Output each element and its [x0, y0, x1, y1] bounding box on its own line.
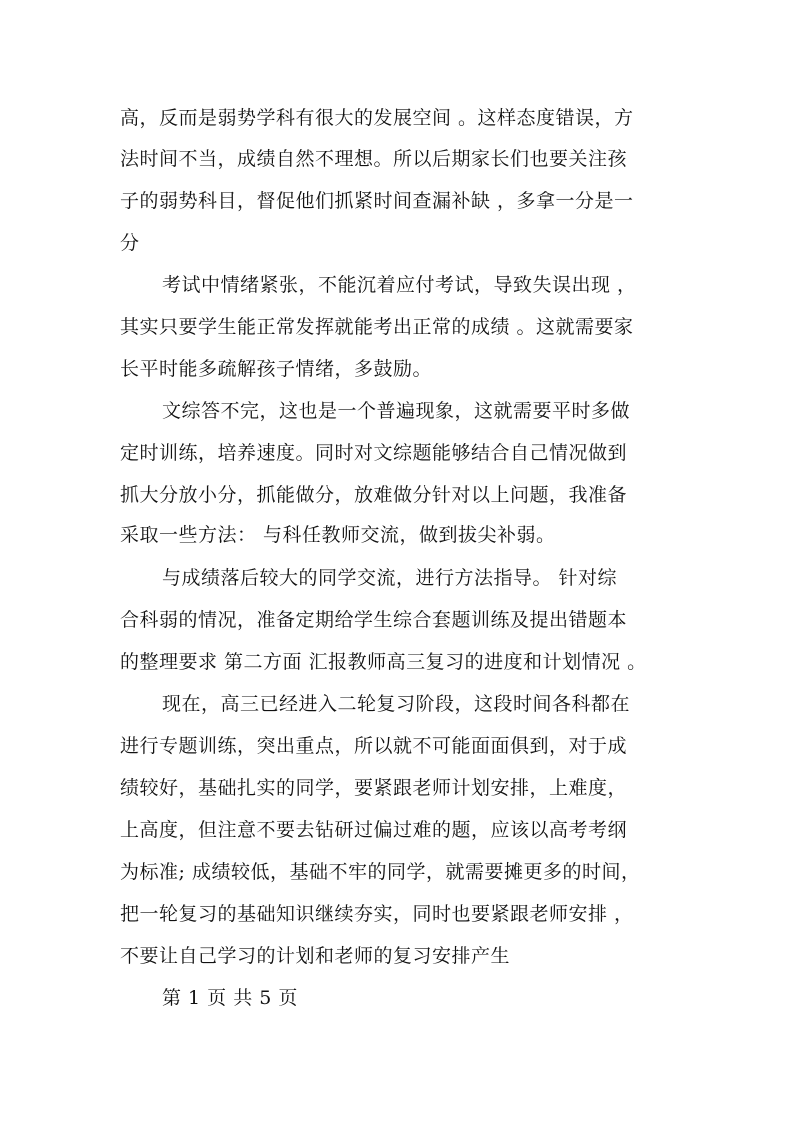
paragraph-first-line: 与成绩落后较大的同学交流，进行方法指导。 针对综 [162, 567, 618, 589]
text-line: 法时间不当，成绩自然不理想。所以后期家长们也要关注孩 [120, 148, 628, 170]
text-line: 其实只要学生能正常发挥就能考出正常的成绩 。这就需要家 [120, 316, 634, 338]
text-line: 为标准; 成绩较低，基础不牢的同学，就需要摊更多的时间， [120, 861, 641, 883]
text-line: 分 [120, 232, 140, 254]
text-line: 定时训练，培养速度。同时对文综题能够结合自己情况做到 [120, 442, 628, 464]
text-line: 采取一些方法： 与科任教师交流，做到拔尖补弱。 [120, 524, 556, 546]
text-line: 绩较好，基础扎实的同学，要紧跟老师计划安排，上难度， [120, 777, 628, 799]
text-line: 把一轮复习的基础知识继续夯实，同时也要紧跟老师安排 ， [120, 903, 634, 925]
text-line: 的整理要求 第二方面 汇报教师高三复习的进度和计划情况 。 [120, 651, 647, 673]
text-line: 上高度，但注意不要去钻研过偏过难的题，应该以高考考纲 [120, 819, 628, 841]
text-line: 高，反而是弱势学科有很大的发展空间 。这样态度错误，方 [120, 107, 634, 129]
paragraph-first-line: 考试中情绪紧张，不能沉着应付考试，导致失误出现 ， [162, 274, 637, 296]
text-line: 不要让自己学习的计划和老师的复习安排产生 [120, 945, 511, 967]
paragraph-first-line: 现在，高三已经进入二轮复习阶段，这段时间各科都在 [162, 693, 631, 715]
text-line: 子的弱势科目，督促他们抓紧时间查漏补缺 ，多拿一分是一 [120, 190, 634, 212]
page-footer: 第 1 页 共 5 页 [162, 987, 298, 1009]
text-line: 长平时能多疏解孩子情绪，多鼓励。 [120, 358, 433, 380]
paragraph-first-line: 文综答不完，这也是一个普遍现象，这就需要平时多做 [162, 400, 631, 422]
text-line: 合科弱的情况，准备定期给学生综合套题训练及提出错题本 [120, 609, 628, 631]
text-line: 进行专题训练，突出重点，所以就不可能面面俱到，对于成 [120, 735, 628, 757]
text-line: 抓大分放小分，抓能做分，放难做分针对以上问题，我准备 [120, 484, 628, 506]
